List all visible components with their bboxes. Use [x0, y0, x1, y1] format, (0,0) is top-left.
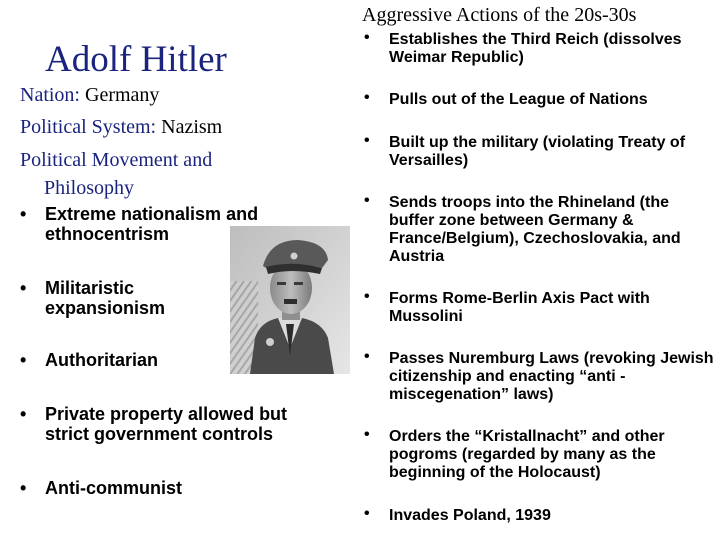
bullet-icon: •	[20, 204, 27, 224]
bullet-icon: •	[20, 278, 27, 298]
action-item-6	[364, 348, 714, 404]
action-item-3	[364, 132, 714, 170]
nation-label: Nation:	[20, 84, 80, 106]
action-text: Built up the military (violating Treaty of Versailles)	[389, 134, 686, 169]
bullet-icon: •	[364, 29, 370, 46]
political-movement-line2: Philosophy	[44, 177, 135, 199]
nation-value: Germany	[85, 84, 160, 106]
action-item-2	[364, 89, 714, 109]
philosophy-text: Private property allowed but strict government controls	[45, 404, 288, 444]
philosophy-item-3	[20, 350, 335, 370]
bullet-icon: •	[20, 404, 27, 424]
philosophy-text: Authoritarian	[45, 350, 159, 370]
philosophy-text: Anti-communist	[45, 478, 182, 498]
political-movement-heading	[20, 146, 212, 202]
bullet-icon: •	[364, 132, 370, 149]
philosophy-item-1	[20, 204, 335, 244]
philosophy-item-2	[20, 278, 225, 318]
bullet-icon: •	[364, 426, 370, 443]
section-heading: Aggressive Actions of the 20s-30s	[362, 4, 637, 26]
bullet-icon: •	[364, 288, 370, 305]
bullet-icon: •	[364, 192, 370, 209]
action-item-5	[364, 288, 714, 326]
bullet-icon: •	[364, 505, 370, 522]
political-system-label: Political System:	[20, 116, 157, 138]
action-text: Sends troops into the Rhineland (the buffer zone between Germany & France/Belgium), Czechoslovakia, and Austria	[389, 194, 681, 265]
action-item-7	[364, 426, 714, 482]
political-movement-line1: Political Movement and	[20, 149, 213, 171]
slide-title: Adolf Hitler	[45, 39, 227, 80]
bullet-icon: •	[20, 478, 27, 498]
philosophy-text: Extreme nationalism and ethnocentrism	[45, 204, 259, 244]
philosophy-item-5	[20, 478, 335, 498]
political-system-value: Nazism	[161, 116, 223, 138]
philosophy-text: Militaristic expansionism	[45, 278, 166, 318]
action-text: Forms Rome-Berlin Axis Pact with Mussolini	[389, 290, 650, 325]
bullet-icon: •	[364, 89, 370, 106]
action-item-1	[364, 29, 714, 67]
action-text: Invades Poland, 1939	[389, 507, 551, 524]
action-text: Passes Nuremburg Laws (revoking Jewish citizenship and enacting “anti -miscegenation” laws)	[389, 350, 714, 403]
action-text: Orders the “Kristallnacht” and other pogroms (regarded by many as the beginning of the Holocaust)	[389, 428, 665, 481]
nation-attribute	[20, 84, 159, 107]
bullet-icon: •	[20, 350, 27, 370]
action-text: Pulls out of the League of Nations	[389, 91, 648, 108]
bullet-icon: •	[364, 348, 370, 365]
political-system-attribute	[20, 116, 222, 139]
philosophy-item-4	[20, 404, 335, 444]
action-item-8	[364, 505, 714, 525]
action-item-4	[364, 192, 714, 266]
action-text: Establishes the Third Reich (dissolves Weimar Republic)	[389, 31, 682, 66]
